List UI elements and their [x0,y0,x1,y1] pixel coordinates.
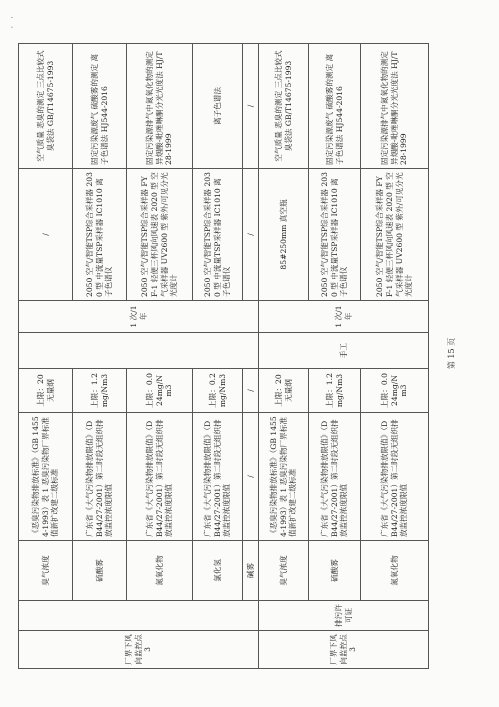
standard-cell: 广东省《大气污染物排放限值》（DB44/27-2001）第二时段无组织排放监控浓度限值 [193,413,243,541]
empty-cell [19,333,259,369]
permit-cell: 排污许可证 [259,601,429,631]
standard-cell: 《恶臭污染物排放标准》（GB 14554-1993）表 1 恶臭污染物厂界标准值新扩改建二级标准 [259,413,309,541]
limit-cell: 上限：1.2mg/Nm3 [73,369,127,413]
page-number: 第 15 页 [447,337,456,370]
analysis-method-cell: / [243,44,259,169]
limit-cell: 上限：0.024mg/Nm3 [361,369,429,413]
method-instrument-cell: 2050 空气/智能TSP综合采样器 2030 型 中流量TSP采样器 IC1010 离子色谱仪 [193,169,243,301]
standard-cell: / [243,413,259,541]
limit-cell: / [243,369,259,413]
analysis-method-cell: 空气质量 恶臭的测定 三点比较式臭袋法 GB/T14675-1993 [259,44,309,169]
monitoring-plan-table [18,43,429,669]
method-instrument-cell: 2050 空气/智能TSP综合采样器 FYF-1 轻便三杯风向风速表 2020 型 空气采样器 UV2600 型 紫外/可见分光光度计 [127,169,193,301]
location-cell: 厂界下风向监控点 3 [259,631,429,669]
limit-cell: 上限：0.2mg/Nm3 [193,369,243,413]
table-row [19,44,73,669]
sampling-mode-cell: 手工 [259,333,429,369]
pollutant-cell: 氮氧化物 [361,541,429,601]
scan-marks: · · [8,14,18,29]
method-instrument-cell: 2050 空气/智能TSP综合采样器 2030 型 中流量TSP采样器 IC1010 离子色谱仪 [73,169,127,301]
analysis-method-cell: 空气质量 恶臭的测定 三点比较式臭袋法 GB/T14675-1993 [19,44,73,169]
location-cell: 厂界下风向监控点3 [19,631,259,669]
method-instrument-cell: / [243,169,259,301]
method-instrument-cell: 85#250mm 真空瓶 [259,169,309,301]
analysis-method-cell: 固定污染源废气 硫酸雾的测定 离子色谱法 HJ544-2016 [309,44,361,169]
pollutant-cell: 硫酸雾 [73,541,127,601]
analysis-method-cell: 固定污染源排气中氮氧化物的测定 异烟酸-吡唑啉酮分光光度法 HJ/T 28-1999 [127,44,193,169]
limit-cell: 上限：0.024mg/Nm3 [127,369,193,413]
analysis-method-cell: 离子色谱法 [193,44,243,169]
pollutant-cell: 氮氧化物 [127,541,193,601]
pollutant-cell: 臭气浓度 [259,541,309,601]
method-instrument-cell: 2050 空气/智能TSP综合采样器 2030 型 中流量TSP采样器 IC1010 离子色谱仪 [309,169,361,301]
table-row [259,44,309,669]
frequency-cell: 1 次/1 年 [19,301,259,333]
pollutant-cell: 碱雾 [243,541,259,601]
standard-cell: 《恶臭污染物排放标准》（GB 14554-1993）表 1 恶臭污染物厂界标准值新扩改建二级标准 [19,413,73,541]
limit-cell: 上限：1.2mg/Nm3 [309,369,361,413]
standard-cell: 广东省《大气污染物排放限值》（DB44/27-2001）第二时段无组织排放监控浓度限值 [361,413,429,541]
limit-cell: 上限：20 无量纲 [259,369,309,413]
pollutant-cell: 硫酸雾 [309,541,361,601]
analysis-method-cell: 固定污染源废气 硫酸雾的测定 离子色谱法 HJ544-2016 [73,44,127,169]
method-instrument-cell: 2050 空气/智能TSP综合采样器 FYF-1 轻便三杯风向风速表 2020 型 空气采样器 UV2600 型 紫外/可见分光光度计 [361,169,429,301]
empty-cell [19,601,259,631]
standard-cell: 广东省《大气污染物排放限值》（DB44/27-2001）第二时段无组织排放监控浓度限值 [73,413,127,541]
analysis-method-cell: 固定污染源排气中氮氧化物的测定 异烟酸-吡唑啉酮分光光度法 HJ/T 28-1999 [361,44,429,169]
method-instrument-cell: / [19,169,73,301]
pollutant-cell: 氯化氢 [193,541,243,601]
pollutant-cell: 臭气浓度 [19,541,73,601]
standard-cell: 广东省《大气污染物排放限值》（DB44/27-2001）第二时段无组织排放监控浓度限值 [309,413,361,541]
standard-cell: 广东省《大气污染物排放限值》（DB44/27-2001）第二时段无组织排放监控浓度限值 [127,413,193,541]
limit-cell: 上限：20 无量纲 [19,369,73,413]
frequency-cell: 1 次/1 年 [259,301,429,333]
